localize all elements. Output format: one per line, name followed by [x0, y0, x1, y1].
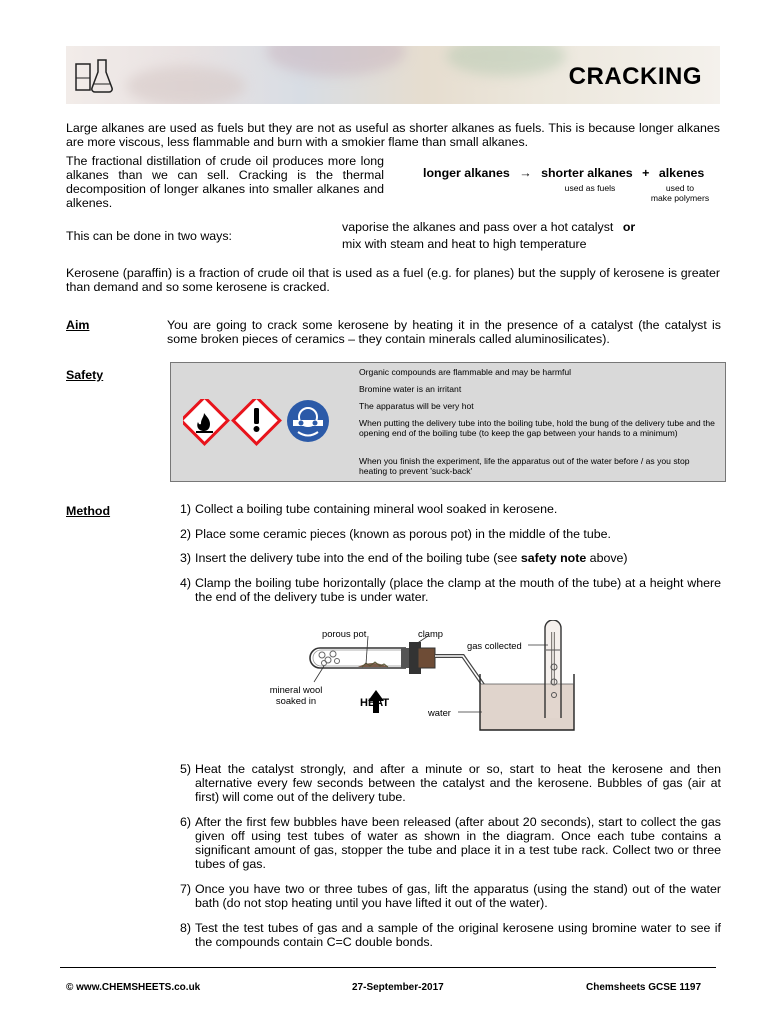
- method-step: [173, 762, 721, 804]
- step-number: 5): [179, 762, 191, 776]
- method-step: [173, 502, 721, 516]
- step-text: [195, 551, 721, 565]
- step-text: Once you have two or three tubes of gas, lift the apparatus (using the stand) out of the water bath (do not stop heating until you have lifted it out of the water).: [195, 882, 721, 910]
- lab-glassware-icon: [72, 54, 118, 98]
- safety-item: When you finish the experiment, life the apparatus out of the water before / as you stop heating to prevent 'suck-back': [359, 456, 690, 476]
- safety-item: When putting the delivery tube into the boiling tube, hold the bung of the delivery tube and the opening end of the boiling tube (to keep the gap between your hands to a minimum): [359, 418, 715, 438]
- step-number: 2): [179, 527, 191, 541]
- way-1-text: vaporise the alkanes and pass over a hot catalyst: [342, 220, 614, 234]
- method-way-1: [342, 220, 635, 234]
- method-step: [173, 921, 721, 949]
- hazard-symbols: [183, 399, 333, 447]
- intro-paragraph-2: The fractional distillation of crude oil produces more long alkanes than we can sell. Cracking is the thermal decomposition of longer alkanes into smaller alkanes and alkenes.: [66, 154, 384, 210]
- page-title: CRACKING: [568, 63, 702, 90]
- step-text: Clamp the boiling tube horizontally (place the clamp at the mouth of the tube) at a height where the end of the delivery tube is under water.: [195, 576, 721, 604]
- step-number: 6): [179, 815, 191, 829]
- label-mineral-wool: [265, 684, 327, 706]
- safety-label: Safety: [66, 368, 104, 382]
- step-number: 3): [179, 551, 191, 565]
- method-way-2: mix with steam and heat to high temperature: [342, 237, 587, 251]
- aim-label: Aim: [66, 318, 90, 332]
- safety-item: The apparatus will be very hot: [359, 401, 474, 411]
- method-step: [173, 527, 721, 541]
- exclamation-icon: [233, 399, 280, 444]
- method-step: [173, 576, 721, 604]
- equation-reactant: longer alkanes: [423, 166, 510, 180]
- safety-item: Bromine water is an irritant: [359, 384, 462, 394]
- safety-box: [170, 362, 726, 482]
- step-number: 1): [179, 502, 191, 516]
- safety-note-ref: safety note: [520, 551, 587, 565]
- footer-website[interactable]: © www.CHEMSHEETS.co.uk: [66, 982, 201, 993]
- intro-paragraph-1: Large alkanes are used as fuels but they are not as useful as shorter alkanes as fuels. This is because longer alkanes are more viscous, less flammable and burn with a smokier flame than small alkanes.: [66, 121, 720, 149]
- method-step: [173, 882, 721, 910]
- footer-divider: [60, 967, 716, 968]
- step-text: Test the test tubes of gas and a sample of the original kerosene using bromine water to see if the compounds contain C=C double bonds.: [195, 921, 721, 949]
- clamp: [401, 642, 435, 674]
- label-mineral-wool-1: mineral wool: [269, 684, 323, 695]
- step-text: Place some ceramic pieces (known as porous pot) in the middle of the tube.: [195, 527, 611, 541]
- step-number: 8): [179, 921, 191, 935]
- step-number: 7): [179, 882, 191, 896]
- safety-item: Organic compounds are flammable and may be harmful: [359, 367, 572, 377]
- equation-note-fuels: used as fuels: [564, 183, 616, 193]
- step-text: Heat the catalyst strongly, and after a minute or so, start to heat the kerosene and then alternative every few seconds between the catalyst and the kerosene. Bubbles of gas (air at first) will come out of the delivery tube.: [195, 762, 721, 804]
- footer-code: Chemsheets GCSE 1197: [586, 982, 702, 993]
- label-gas-collected: gas collected: [467, 640, 522, 651]
- equation-product-2: alkenes: [658, 166, 705, 180]
- label-clamp: clamp: [418, 628, 444, 639]
- step-text: Collect a boiling tube containing mineral wool soaked in kerosene.: [195, 502, 558, 516]
- header-banner: [66, 46, 720, 104]
- method-label: Method: [66, 504, 111, 518]
- method-step: [173, 815, 721, 871]
- collection-tube: [545, 620, 561, 718]
- step-text-pre: Insert the delivery tube into the end of the boiling tube (see: [195, 551, 521, 565]
- equation-note-polymers-1: used to: [665, 183, 695, 193]
- step-text-post: above): [586, 551, 628, 565]
- method-step: [173, 551, 721, 565]
- label-heat: HEAT: [360, 697, 390, 709]
- label-water: water: [428, 707, 451, 718]
- equation-note-polymers-2: make polymers: [650, 193, 710, 203]
- label-porous-pot: porous pot: [322, 628, 367, 639]
- way-1-or: or: [622, 220, 636, 234]
- eye-protection-icon: [287, 400, 329, 442]
- step-text: After the first few bubbles have been released (after about 20 seconds), start to collect the gas given off using test tubes of water as shown in the diagram. Once each tube contains a significant amount of gas, stopper the tube and place it in a test tube rack. Collect two or three tubes of gas.: [195, 815, 721, 871]
- two-ways-text: This can be done in two ways:: [66, 229, 232, 243]
- step-number: 4): [179, 576, 191, 590]
- label-mineral-wool-2: soaked in: [275, 695, 317, 706]
- aim-text: You are going to crack some kerosene by heating it in the presence of a catalyst (the catalyst is some broken pieces of ceramics – they contain minerals called aluminosilicates).: [167, 318, 721, 346]
- equation-plus: +: [642, 166, 650, 180]
- intro-paragraph-3: Kerosene (paraffin) is a fraction of crude oil that is used as a fuel (e.g. for planes) but the supply of kerosene is greater than demand and so some kerosene is cracked.: [66, 266, 720, 294]
- flammable-icon: [183, 399, 228, 444]
- cracking-equation: [423, 166, 704, 180]
- equation-arrow: →: [519, 166, 532, 180]
- footer-date: 27-September-2017: [352, 982, 444, 993]
- equation-product-1: shorter alkanes: [541, 166, 633, 180]
